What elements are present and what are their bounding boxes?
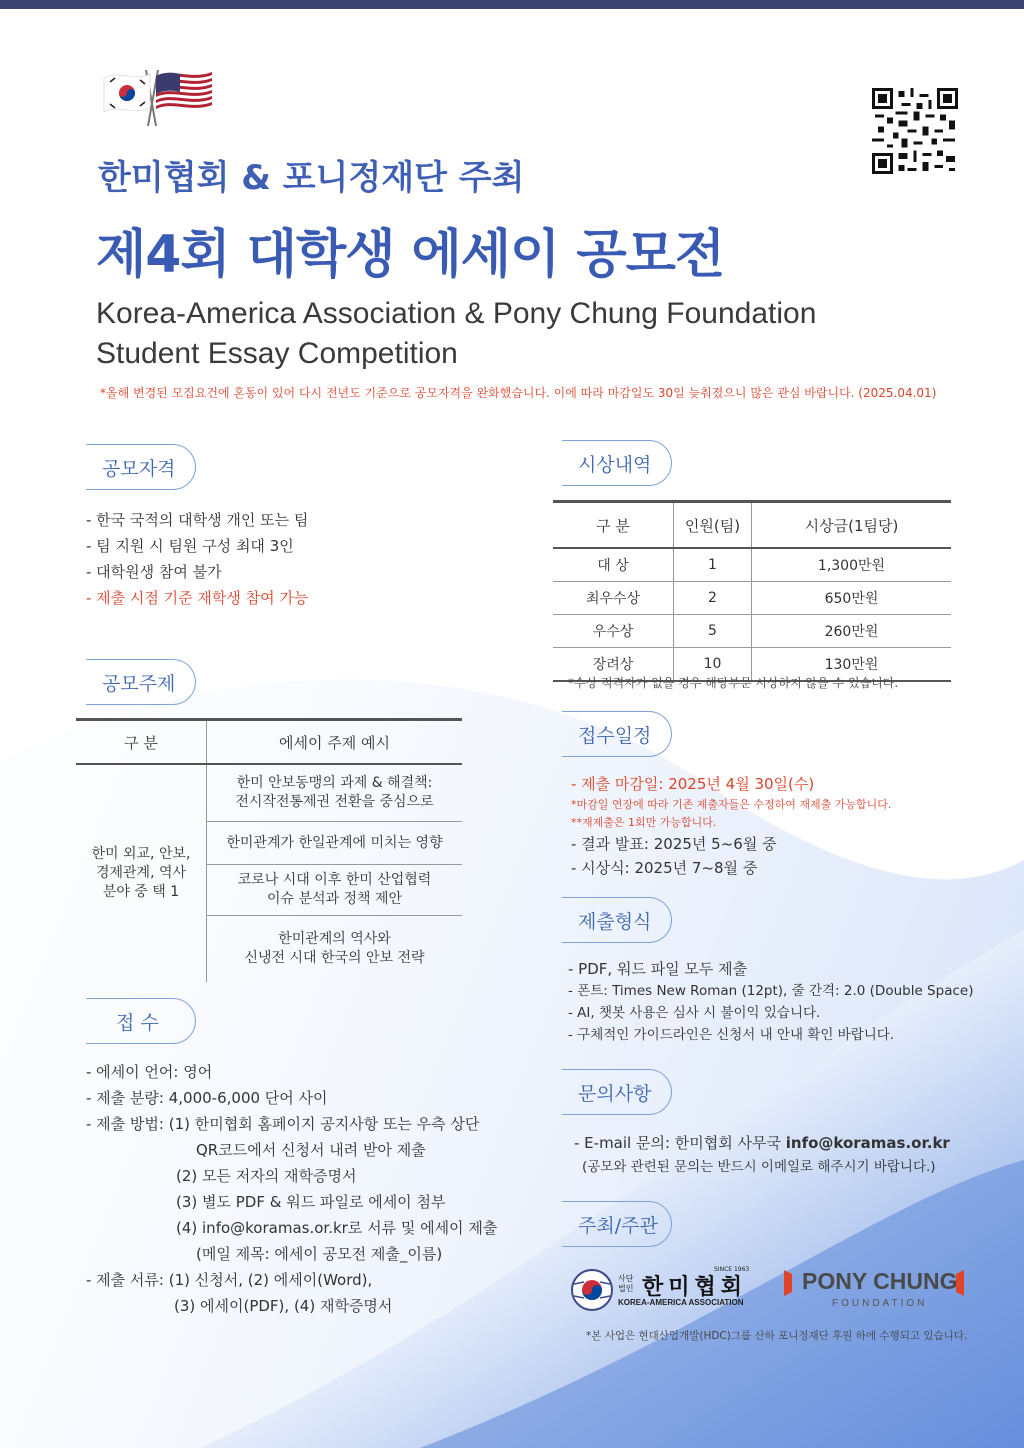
qr-code[interactable] [872, 88, 958, 174]
pony-name: PONY CHUNG [802, 1268, 958, 1294]
pony-left-bracket-icon [782, 1270, 792, 1296]
submission-list [86, 1059, 497, 1319]
section-topics-heading: 공모주제 [86, 659, 196, 705]
award-cell: 260만원 [752, 615, 952, 648]
award-cell: 650만원 [752, 582, 952, 615]
pony-right-bracket-icon [956, 1270, 966, 1296]
table-row [553, 582, 951, 615]
topic-line: 전시작전통제권 전환을 중심으로 [235, 794, 434, 810]
kaa-small-line: 법인 [618, 1284, 634, 1293]
category-line: 경제관계, 역사 [95, 865, 187, 881]
awards-header: 시상금(1팀당) [752, 502, 952, 549]
awards-table [553, 500, 951, 682]
topic-line: 신냉전 시대 한국의 안보 전략 [244, 950, 425, 966]
submission-line: QR코드에서 신청서 내려 받아 제출 [196, 1141, 426, 1159]
awards-header: 인원(팀) [674, 502, 752, 549]
topics-category-cell [76, 764, 207, 982]
english-title-line2: Student Essay Competition [96, 337, 458, 370]
topic-line: 한미 안보동맹의 과제 & 해결책: [236, 775, 433, 791]
inquiry-block [574, 1131, 950, 1179]
schedule-note: **재제출은 1회만 가능합니다. [571, 816, 717, 829]
award-cell: 1,300만원 [752, 548, 952, 582]
format-list [568, 958, 973, 1046]
format-line: - 구체적인 가이드라인은 신청서 내 안내 확인 바랍니다. [568, 1027, 895, 1043]
kaa-small-line: 사단 [618, 1274, 634, 1283]
kaa-small [618, 1274, 633, 1294]
english-title [96, 294, 816, 374]
submission-line: (2) 모든 저자의 재학증명서 [176, 1167, 357, 1185]
inquiry-email-link[interactable]: info@koramas.or.kr [785, 1134, 950, 1152]
topic-line: 한미관계의 역사와 [278, 931, 391, 947]
topic-example [207, 916, 463, 983]
eligibility-item: - 대학원생 참여 불가 [86, 563, 222, 581]
award-cell: 장려상 [553, 648, 674, 682]
awards-note: *수상 적격자가 없을 경우 해당부문 시상하지 않을 수 있습니다. [568, 676, 899, 690]
pony-chung-logo [782, 1266, 968, 1314]
kaa-logo [570, 1268, 760, 1314]
award-cell: 1 [674, 548, 752, 582]
footer-note: *본 사업은 현대산업개발(HDC)그룹 산하 포니정재단 후원 하에 수행되고 있습니다. [586, 1330, 968, 1342]
kaa-english-name: KOREA-AMERICA ASSOCIATION [618, 1298, 744, 1307]
topic-line: 한미관계가 한일관계에 미치는 영향 [226, 834, 443, 851]
submission-line: - 에세이 언어: 영어 [86, 1063, 213, 1081]
eligibility-item: - 팀 지원 시 팀원 구성 최대 3인 [86, 537, 294, 555]
inquiry-note: (공모와 관련된 문의는 반드시 이메일로 해주시기 바랍니다.) [582, 1159, 936, 1175]
topic-line: 코로나 시대 이후 한미 산업협력 [237, 872, 432, 888]
section-submission-heading: 접 수 [86, 998, 196, 1044]
topic-example [207, 764, 463, 822]
eligibility-item: - 한국 국적의 대학생 개인 또는 팀 [86, 511, 309, 529]
format-line: - 폰트: Times New Roman (12pt), 줄 간격: 2.0 (Double Space) [568, 983, 974, 999]
award-cell: 대 상 [553, 548, 674, 582]
inquiry-email-line [574, 1131, 950, 1155]
submission-line: (4) info@koramas.or.kr로 서류 및 에세이 제출 [176, 1219, 498, 1237]
topic-example [207, 865, 463, 916]
schedule-note: *마감일 연장에 따라 기존 제출자들은 수정하여 재제출 가능합니다. [571, 798, 892, 811]
table-row [553, 548, 951, 582]
section-format-heading: 제출형식 [562, 897, 672, 943]
sub-title: 한미협회 & 포니정재단 주최 [98, 158, 525, 198]
award-cell: 우수상 [553, 615, 674, 648]
award-cell: 130만원 [752, 648, 952, 682]
award-cell: 10 [674, 648, 752, 682]
english-title-line1: Korea-America Association & Pony Chung Foundation [96, 297, 817, 330]
eligibility-list [86, 507, 308, 611]
submission-line: (3) 에세이(PDF), (4) 재학증명서 [174, 1297, 393, 1315]
format-line: - AI, 챗봇 사용은 심사 시 불이익 있습니다. [568, 1005, 821, 1021]
award-cell: 최우수상 [553, 582, 674, 615]
category-line: 한미 외교, 안보, [91, 846, 191, 862]
section-host-heading: 주최/주관 [562, 1201, 672, 1247]
topics-header-category: 구 분 [76, 720, 207, 765]
schedule-deadline: - 제출 마감일: 2025년 4월 30일(수) [571, 775, 815, 793]
topics-table [76, 718, 462, 982]
category-line: 분야 중 택 1 [102, 884, 180, 900]
section-eligibility-heading: 공모자격 [86, 444, 196, 490]
section-schedule-heading: 접수일정 [562, 711, 672, 757]
kaa-name: 한미협회 [642, 1275, 748, 1300]
topics-header-examples: 에세이 주제 예시 [207, 720, 463, 765]
notice-text: *올해 변경된 모집요건에 혼동이 있어 다시 전년도 기준으로 공모자격을 완화했습니다. 이에 따라 마감일도 30일 늦춰졌으니 많은 관심 바랍니다. (2025.04.01) [100, 386, 937, 400]
submission-line: (메일 제목: 에세이 공모전 제출_이름) [196, 1245, 443, 1263]
pony-foundation: FOUNDATION [832, 1298, 928, 1309]
format-line: - PDF, 워드 파일 모두 제출 [568, 960, 748, 978]
main-title: 제4회 대학생 에세이 공모전 [96, 225, 725, 285]
eligibility-highlight: - 제출 시점 기준 재학생 참여 가능 [86, 589, 309, 607]
awards-header: 구 분 [553, 502, 674, 549]
submission-line: (3) 별도 PDF & 워드 파일로 에세이 첨부 [176, 1193, 446, 1211]
section-awards-heading: 시상내역 [562, 440, 672, 486]
schedule-result: - 결과 발표: 2025년 5~6월 중 [571, 835, 777, 853]
topic-example [207, 822, 463, 865]
award-cell: 5 [674, 615, 752, 648]
schedule-block [571, 772, 891, 880]
submission-line: - 제출 방법: (1) 한미협회 홈페이지 공지사항 또는 우측 상단 [86, 1115, 480, 1133]
submission-line: - 제출 분량: 4,000-6,000 단어 사이 [86, 1089, 328, 1107]
topic-line: 이슈 분석과 정책 제안 [266, 891, 403, 907]
schedule-ceremony: - 시상식: 2025년 7~8월 중 [571, 859, 758, 877]
table-row [553, 615, 951, 648]
kaa-since: SINCE 1963 [714, 1266, 750, 1273]
korea-us-flags-icon [100, 64, 216, 128]
submission-line: - 제출 서류: (1) 신청서, (2) 에세이(Word), [86, 1271, 373, 1289]
kaa-emblem-icon [570, 1268, 614, 1312]
inquiry-prefix: - E-mail 문의: 한미협회 사무국 [574, 1134, 786, 1152]
section-inquiry-heading: 문의사항 [562, 1069, 672, 1115]
award-cell: 2 [674, 582, 752, 615]
